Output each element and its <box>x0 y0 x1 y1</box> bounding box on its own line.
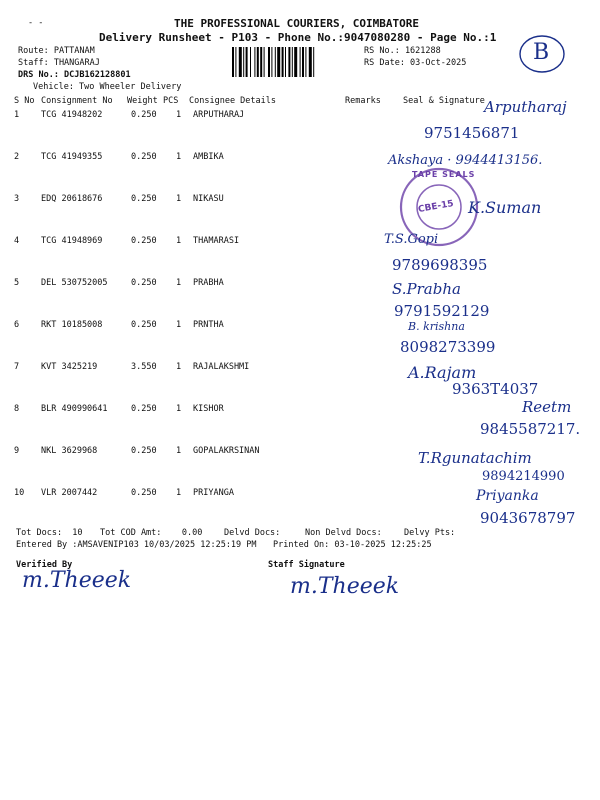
handwritten-phone-8: 9845587217. <box>480 420 581 438</box>
row-4-name: THAMARASI <box>193 236 240 246</box>
row-3-pcs: 1 <box>176 194 182 204</box>
handwritten-name-9: T.Rgunatachim <box>418 449 532 467</box>
row-1-pcs: 1 <box>176 110 182 120</box>
row-4-cons: TCG 41948969 <box>41 236 103 246</box>
row-1-sno: 1 <box>14 110 20 120</box>
row-5-cons: DEL 530752005 <box>41 278 108 288</box>
row-8-sno: 8 <box>14 404 20 414</box>
col-seal: Seal & Signature <box>403 96 485 106</box>
row-4-pcs: 1 <box>176 236 182 246</box>
row-4-wt: 0.250 <box>131 236 157 246</box>
row-8-wt: 0.250 <box>131 404 157 414</box>
row-10-name: PRIYANGA <box>193 488 234 498</box>
handwritten-phone-5: 9791592129 <box>394 302 490 320</box>
row-3-cons: EDQ 20618676 <box>41 194 103 204</box>
handwritten-name-3: K.Suman <box>468 198 542 217</box>
row-6-cons: RKT 10185008 <box>41 320 103 330</box>
handwritten-phone-4: 9789698395 <box>392 256 488 274</box>
row-7-sno: 7 <box>14 362 20 372</box>
printed-on: Printed On: 03-10-2025 12:25:25 <box>273 540 432 550</box>
row-5-name: PRABHA <box>193 278 224 288</box>
total-cod: Tot COD Amt: 0.00 <box>100 528 203 538</box>
row-10-wt: 0.250 <box>131 488 157 498</box>
row-4-sno: 4 <box>14 236 20 246</box>
row-1-cons: TCG 41948202 <box>41 110 103 120</box>
handwritten-phone-7: 9363T4037 <box>452 380 539 398</box>
circled-letter: B <box>533 40 550 65</box>
row-10-cons: VLR 2007442 <box>41 488 98 498</box>
total-docs: Tot Docs: 10 <box>16 528 83 538</box>
row-8-pcs: 1 <box>176 404 182 414</box>
row-9-pcs: 1 <box>176 446 182 456</box>
barcode-icon <box>232 47 358 77</box>
delivery-points: Delvy Pts: <box>404 528 456 538</box>
row-9-name: GOPALAKRSINAN <box>193 446 260 456</box>
staff-signature-label: Staff Signature <box>268 560 345 570</box>
row-1-name: ARPUTHARAJ <box>193 110 245 120</box>
barcode <box>232 47 358 77</box>
stamp-text: TAPE SEALS <box>412 170 476 179</box>
handwritten-phone-6: 8098273399 <box>400 338 496 356</box>
row-2-wt: 0.250 <box>131 152 157 162</box>
row-5-pcs: 1 <box>176 278 182 288</box>
delivered-docs: Delvd Docs: <box>224 528 281 538</box>
vehicle-label: Vehicle: Two Wheeler Delivery <box>33 82 182 92</box>
row-9-sno: 9 <box>14 446 20 456</box>
handwritten-phone-10: 9043678797 <box>480 509 576 527</box>
row-8-cons: BLR 490990641 <box>41 404 108 414</box>
corner-mark: - - <box>28 18 44 28</box>
row-1-wt: 0.250 <box>131 110 157 120</box>
row-6-name: PRNTHA <box>193 320 224 330</box>
row-10-pcs: 1 <box>176 488 182 498</box>
row-2-name: AMBIKA <box>193 152 224 162</box>
row-2-sno: 2 <box>14 152 20 162</box>
row-5-wt: 0.250 <box>131 278 157 288</box>
col-consignment: Consignment No <box>41 96 113 106</box>
handwritten-phone-9: 9894214990 <box>482 469 565 484</box>
row-7-pcs: 1 <box>176 362 182 372</box>
col-sno: S No <box>14 96 35 106</box>
rs-date: RS Date: 03-Oct-2025 <box>364 58 467 68</box>
row-3-wt: 0.250 <box>131 194 157 204</box>
entered-by: Entered By :AMSAVENIP103 10/03/2025 12:25:19 PM <box>16 540 257 550</box>
handwritten-text-2: Akshaya · 9944413156. <box>388 153 543 168</box>
stamp-code: CBE-15 <box>417 198 455 216</box>
circled-letter-mark <box>518 34 566 74</box>
col-weight: Weight <box>127 96 158 106</box>
route-label: Route: PATTANAM <box>18 46 95 56</box>
handwritten-name-8: Reetm <box>522 398 572 416</box>
drs-number: DRS No.: DCJB162128801 <box>18 70 131 80</box>
row-7-cons: KVT 3425219 <box>41 362 98 372</box>
col-pcs: PCS <box>163 96 179 106</box>
handwritten-name-7: A.Rajam <box>408 363 477 382</box>
handwritten-name-10: Priyanka <box>476 488 539 504</box>
company-name: THE PROFESSIONAL COURIERS, COIMBATORE <box>174 17 420 30</box>
row-2-cons: TCG 41949355 <box>41 152 103 162</box>
row-3-sno: 3 <box>14 194 20 204</box>
row-2-pcs: 1 <box>176 152 182 162</box>
rs-number: RS No.: 1621288 <box>364 46 441 56</box>
row-6-sno: 6 <box>14 320 20 330</box>
handwritten-name-6: B. krishna <box>408 320 465 333</box>
row-7-name: RAJALAKSHMI <box>193 362 250 372</box>
row-9-cons: NKL 3629968 <box>41 446 98 456</box>
staff-signature: m.Theeek <box>290 574 400 599</box>
handwritten-name-1: Arputharaj <box>484 98 567 116</box>
row-6-wt: 0.250 <box>131 320 157 330</box>
handwritten-name-5: S.Prabha <box>392 280 461 298</box>
row-10-sno: 10 <box>14 488 25 498</box>
handwritten-phone-1: 9751456871 <box>424 124 520 142</box>
row-7-wt: 3.550 <box>131 362 157 372</box>
non-delivered-docs: Non Delvd Docs: <box>305 528 382 538</box>
staff-label: Staff: THANGARAJ <box>18 58 100 68</box>
row-6-pcs: 1 <box>176 320 182 330</box>
row-8-name: KISHOR <box>193 404 224 414</box>
verified-by-signature: m.Theeek <box>22 568 132 593</box>
handwritten-name-4: T.S.Gopi <box>384 232 439 247</box>
verified-by-label: Verified By <box>16 560 73 570</box>
row-5-sno: 5 <box>14 278 20 288</box>
row-3-name: NIKASU <box>193 194 224 204</box>
runsheet-title: Delivery Runsheet - P103 - Phone No.:9047080280 - Page No.:1 <box>99 31 497 44</box>
row-9-wt: 0.250 <box>131 446 157 456</box>
col-remarks: Remarks <box>345 96 381 106</box>
col-consignee: Consignee Details <box>189 96 276 106</box>
